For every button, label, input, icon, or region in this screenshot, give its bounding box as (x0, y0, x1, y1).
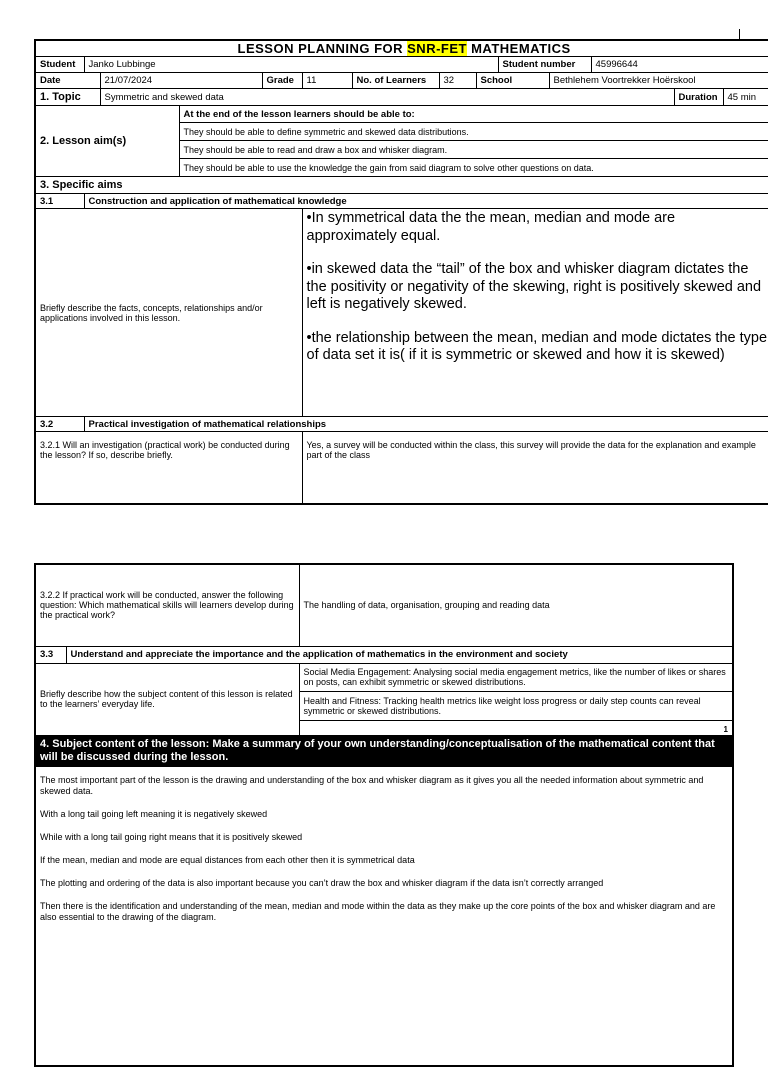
section-3-2-1-answer[interactable]: Yes, a survey will be conducted within the class, this survey will provide the data for the explanation and example part of the class (302, 432, 768, 504)
lesson-aims-label: 2. Lesson aim(s) (35, 106, 179, 177)
section-3-2-title: Practical investigation of mathematical relationships (84, 417, 768, 432)
aim-item-2[interactable]: They should be able to read and draw a box and whisker diagram. (179, 141, 768, 159)
page-title (35, 40, 768, 57)
answer-paragraph: •the relationship between the mean, median and mode dictates the type of data set it is( if it is symmetric or skewed and how it is skewed) (307, 330, 768, 365)
grade-label: Grade (262, 73, 302, 89)
lesson-plan-table-page2 (34, 563, 734, 1067)
answer-paragraph: •in skewed data the “tail” of the box and whisker diagram dictates the the positivity or negativity of the skewing, right is positively skewed and left is negatively skewed. (307, 261, 768, 314)
topic-field[interactable]: Symmetric and skewed data (100, 89, 674, 106)
school-field[interactable]: Bethlehem Voortrekker Hoërskool (549, 73, 768, 89)
page-number-cell (299, 720, 733, 735)
page-number: 1 (724, 725, 728, 734)
section-3-3-answer-1[interactable]: Social Media Engagement: Analysing social media engagement metrics, like the number of likes or shares on posts, can exhibit symmetric or skewed distributions. (299, 663, 733, 691)
section-3-1-prompt: Briefly describe the facts, concepts, relationships and/or applications involved in this lesson. (35, 209, 302, 417)
section-3-2-1-prompt: 3.2.1 Will an investigation (practical work) be conducted during the lesson? If so, describe briefly. (35, 432, 302, 504)
title-highlight: SNR-FET (407, 41, 467, 56)
section-3-3-number: 3.3 (35, 646, 66, 663)
aims-intro: At the end of the lesson learners should be able to: (179, 106, 768, 123)
section-3-2-2-prompt: 3.2.2 If practical work will be conducted, answer the following question: Which mathematical skills will learners develop during the practical work? (35, 564, 299, 646)
title-prefix: LESSON PLANNING FOR (238, 41, 408, 56)
section-3-3-prompt: Briefly describe how the subject content of this lesson is related to the learners’ everyday life. (35, 663, 299, 735)
title-suffix: MATHEMATICS (467, 41, 571, 56)
topic-label: 1. Topic (35, 89, 100, 106)
date-field[interactable]: 21/07/2024 (100, 73, 262, 89)
student-name-field[interactable]: Janko Lubbinge (84, 57, 498, 73)
aim-item-3[interactable]: They should be able to use the knowledge the gain from said diagram to solve other questions on data. (179, 159, 768, 177)
learners-field[interactable]: 32 (439, 73, 476, 89)
section-3-1-title: Construction and application of mathematical knowledge (84, 194, 768, 209)
section-3-2-number: 3.2 (35, 417, 84, 432)
student-number-field[interactable]: 45996644 (591, 57, 768, 73)
duration-field[interactable]: 45 min (723, 89, 768, 106)
content-paragraph: The most important part of the lesson is the drawing and understanding of the box and whisker diagram as it gives you all the needed information about symmetric and skewed data. (40, 775, 728, 797)
specific-aims-heading: 3. Specific aims (35, 177, 768, 194)
school-label: School (476, 73, 549, 89)
content-paragraph: The plotting and ordering of the data is also important because you can’t draw the box and whisker diagram if the data isn’t correctly arranged (40, 878, 728, 889)
learners-label: No. of Learners (352, 73, 439, 89)
answer-paragraph: •In symmetrical data the the mean, median and mode are approximately equal. (307, 210, 768, 245)
student-number-label: Student number (498, 57, 591, 73)
section-3-2-2-answer[interactable]: The handling of data, organisation, grouping and reading data (299, 564, 733, 646)
section-3-3-answer-2[interactable]: Health and Fitness: Tracking health metrics like weight loss progress or daily step counts can reveal symmetric or skewed distributions. (299, 691, 733, 720)
subject-content-body[interactable] (35, 766, 733, 1066)
student-label: Student (35, 57, 84, 73)
content-paragraph: If the mean, median and mode are equal distances from each other then it is symmetrical data (40, 855, 728, 866)
subject-content-heading: 4. Subject content of the lesson: Make a summary of your own understanding/conceptualisation of the mathematical content that will be discussed during the lesson. (35, 735, 733, 766)
content-paragraph: With a long tail going left meaning it is negatively skewed (40, 809, 728, 820)
duration-label: Duration (674, 89, 723, 106)
text-cursor (739, 29, 740, 39)
content-paragraph: Then there is the identification and understanding of the mean, median and mode within the data as they make up the core points of the box and whisker diagram and are also essential to the drawing of the diagram. (40, 901, 728, 923)
aim-item-1[interactable]: They should be able to define symmetric and skewed data distributions. (179, 123, 768, 141)
grade-field[interactable]: 11 (302, 73, 352, 89)
section-3-1-number: 3.1 (35, 194, 84, 209)
date-label: Date (35, 73, 100, 89)
lesson-plan-table-page1 (34, 39, 768, 505)
section-3-3-title: Understand and appreciate the importance and the application of mathematics in the environment and society (66, 646, 733, 663)
content-paragraph: While with a long tail going right means that it is positively skewed (40, 832, 728, 843)
section-3-1-answer[interactable] (302, 209, 768, 417)
